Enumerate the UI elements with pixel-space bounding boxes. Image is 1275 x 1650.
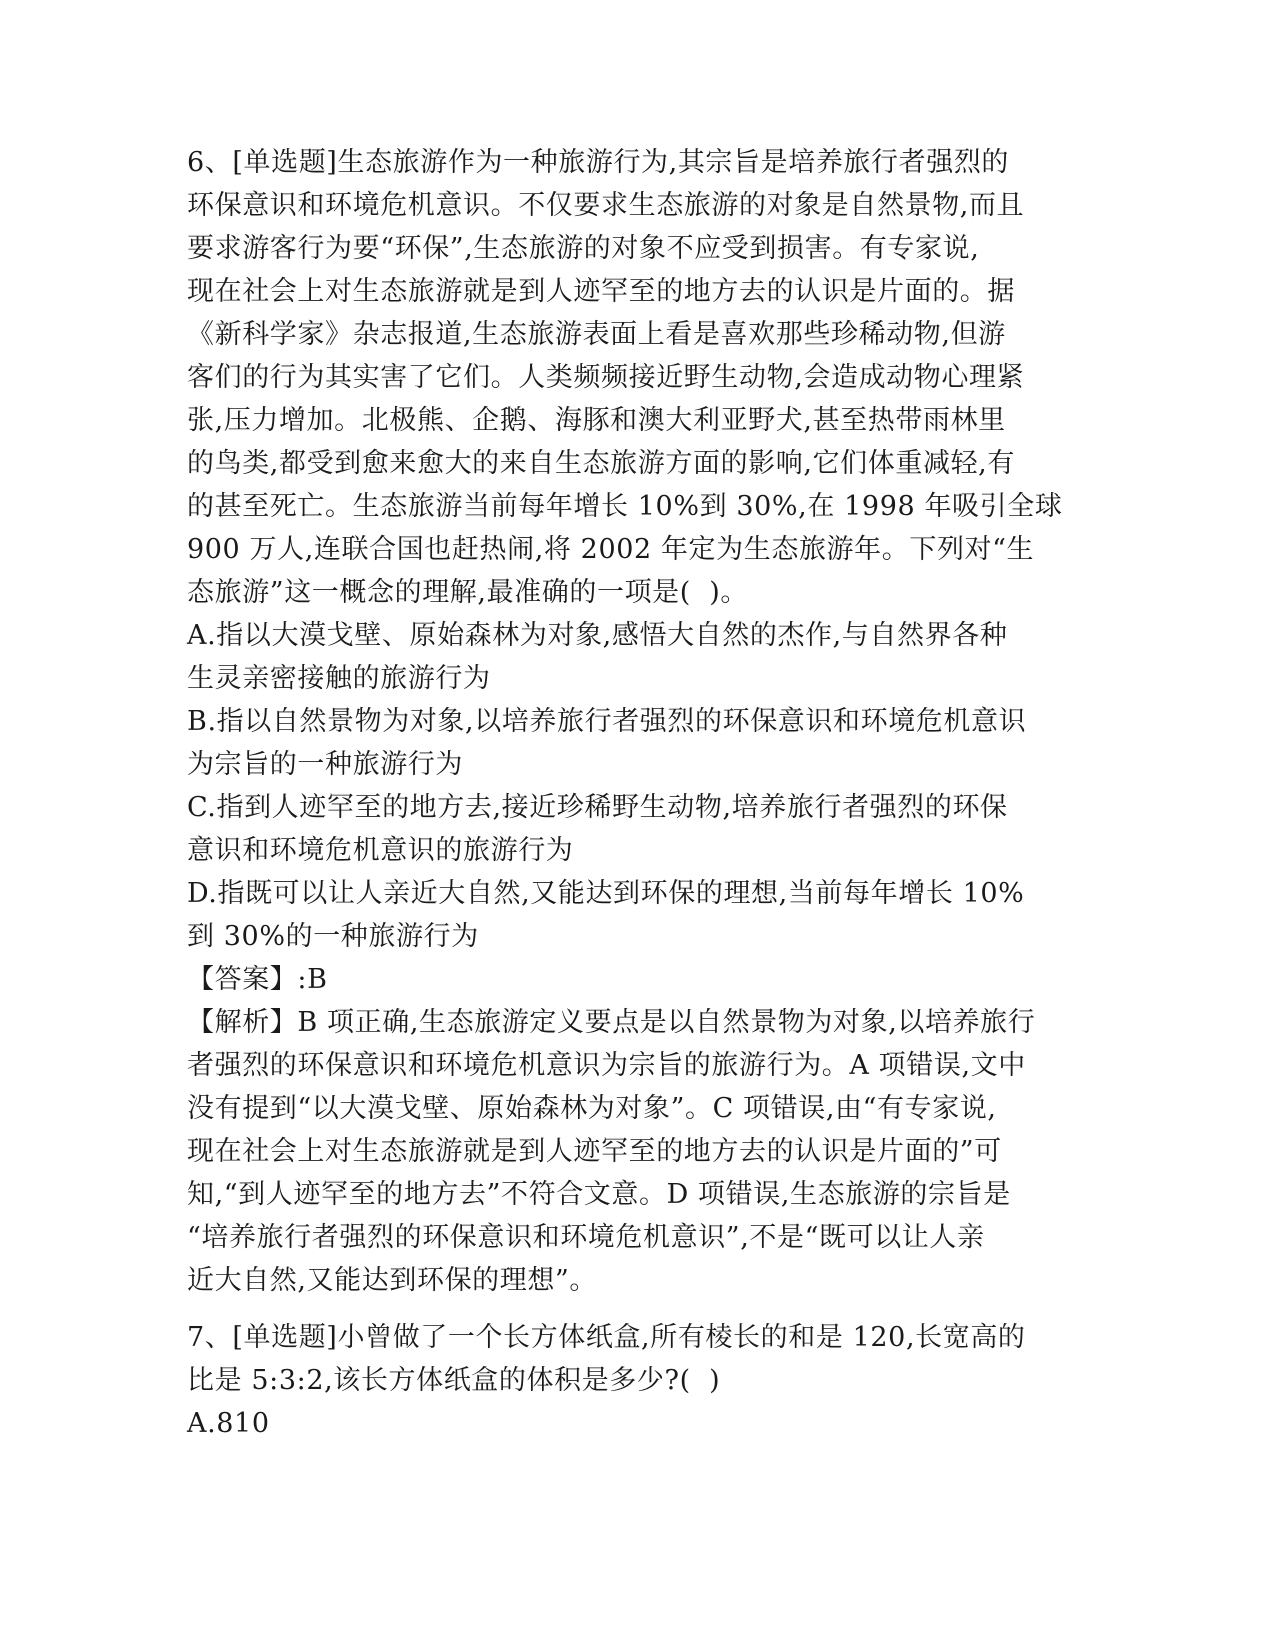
- question-6-option-d: D.指既可以让人亲近大自然,又能达到环保的理想,当前每年增长 10%: [187, 878, 1025, 909]
- question-6-option-c: C.指到人迹罕至的地方去,接近珍稀野生动物,培养旅行者强烈的环保: [187, 792, 1008, 823]
- question-6-answer: 【答案】:B: [187, 964, 328, 995]
- question-6-analysis-line: 者强烈的环保意识和环境危机意识为宗旨的旅游行为。A 项错误,文中: [187, 1050, 1026, 1081]
- question-6-stem-line: 要求游客行为要“环保”,生态旅游的对象不应受到损害。有专家说,: [187, 233, 980, 264]
- question-6-option-b-cont: 为宗旨的一种旅游行为: [187, 749, 463, 780]
- question-6-stem-line: 态旅游”这一概念的理解,最准确的一项是( )。: [187, 577, 749, 608]
- question-6-analysis-line: “培养旅行者强烈的环保意识和环境危机意识”,不是“既可以让人亲: [187, 1222, 985, 1253]
- question-7-stem-line: 7、[单选题]小曾做了一个长方体纸盒,所有棱长的和是 120,长宽高的: [187, 1322, 1026, 1353]
- question-6-analysis-line: 近大自然,又能达到环保的理想”。: [187, 1265, 597, 1296]
- question-6-stem-line: 《新科学家》杂志报道,生态旅游表面上看是喜欢那些珍稀动物,但游: [187, 319, 1006, 350]
- question-6-option-b: B.指以自然景物为对象,以培养旅行者强烈的环保意识和环境危机意识: [187, 706, 1027, 737]
- question-6-stem-line: 环保意识和环境危机意识。不仅要求生态旅游的对象是自然景物,而且: [187, 190, 1025, 221]
- question-7-stem-line: 比是 5:3:2,该长方体纸盒的体积是多少?( ): [187, 1365, 721, 1396]
- question-6-stem-line: 的鸟类,都受到愈来愈大的来自生态旅游方面的影响,它们体重减轻,有: [187, 448, 1015, 479]
- question-6-analysis-line: 没有提到“以大漠戈壁、原始森林为对象”。C 项错误,由“有专家说,: [187, 1093, 997, 1124]
- question-6-stem-line: 现在社会上对生态旅游就是到人迹罕至的地方去的认识是片面的。据: [187, 276, 1015, 307]
- question-6-option-c-cont: 意识和环境危机意识的旅游行为: [187, 835, 574, 866]
- question-6-stem-line: 张,压力增加。北极熊、企鹅、海豚和澳大利亚野犬,甚至热带雨林里: [187, 405, 1006, 436]
- question-7-option-a: A.810: [187, 1408, 270, 1439]
- question-6-analysis-line: 【解析】B 项正确,生态旅游定义要点是以自然景物为对象,以培养旅行: [187, 1007, 1036, 1038]
- question-6-stem-line: 客们的行为其实害了它们。人类频频接近野生动物,会造成动物心理紧: [187, 362, 1025, 393]
- question-6-stem-line: 6、[单选题]生态旅游作为一种旅游行为,其宗旨是培养旅行者强烈的: [187, 147, 1010, 178]
- question-6-analysis-line: 现在社会上对生态旅游就是到人迹罕至的地方去的认识是片面的”可: [187, 1136, 1002, 1167]
- question-6-stem-line: 900 万人,连联合国也赶热闹,将 2002 年定为生态旅游年。下列对“生: [187, 534, 1035, 565]
- question-6-option-a: A.指以大漠戈壁、原始森林为对象,感悟大自然的杰作,与自然界各种: [187, 620, 1008, 651]
- question-6-stem-line: 的甚至死亡。生态旅游当前每年增长 10%到 30%,在 1998 年吸引全球: [187, 491, 1063, 522]
- question-6-option-d-cont: 到 30%的一种旅游行为: [187, 921, 479, 952]
- question-6-option-a-cont: 生灵亲密接触的旅游行为: [187, 663, 491, 694]
- question-6-analysis-line: 知,“到人迹罕至的地方去”不符合文意。D 项错误,生态旅游的宗旨是: [187, 1179, 1011, 1210]
